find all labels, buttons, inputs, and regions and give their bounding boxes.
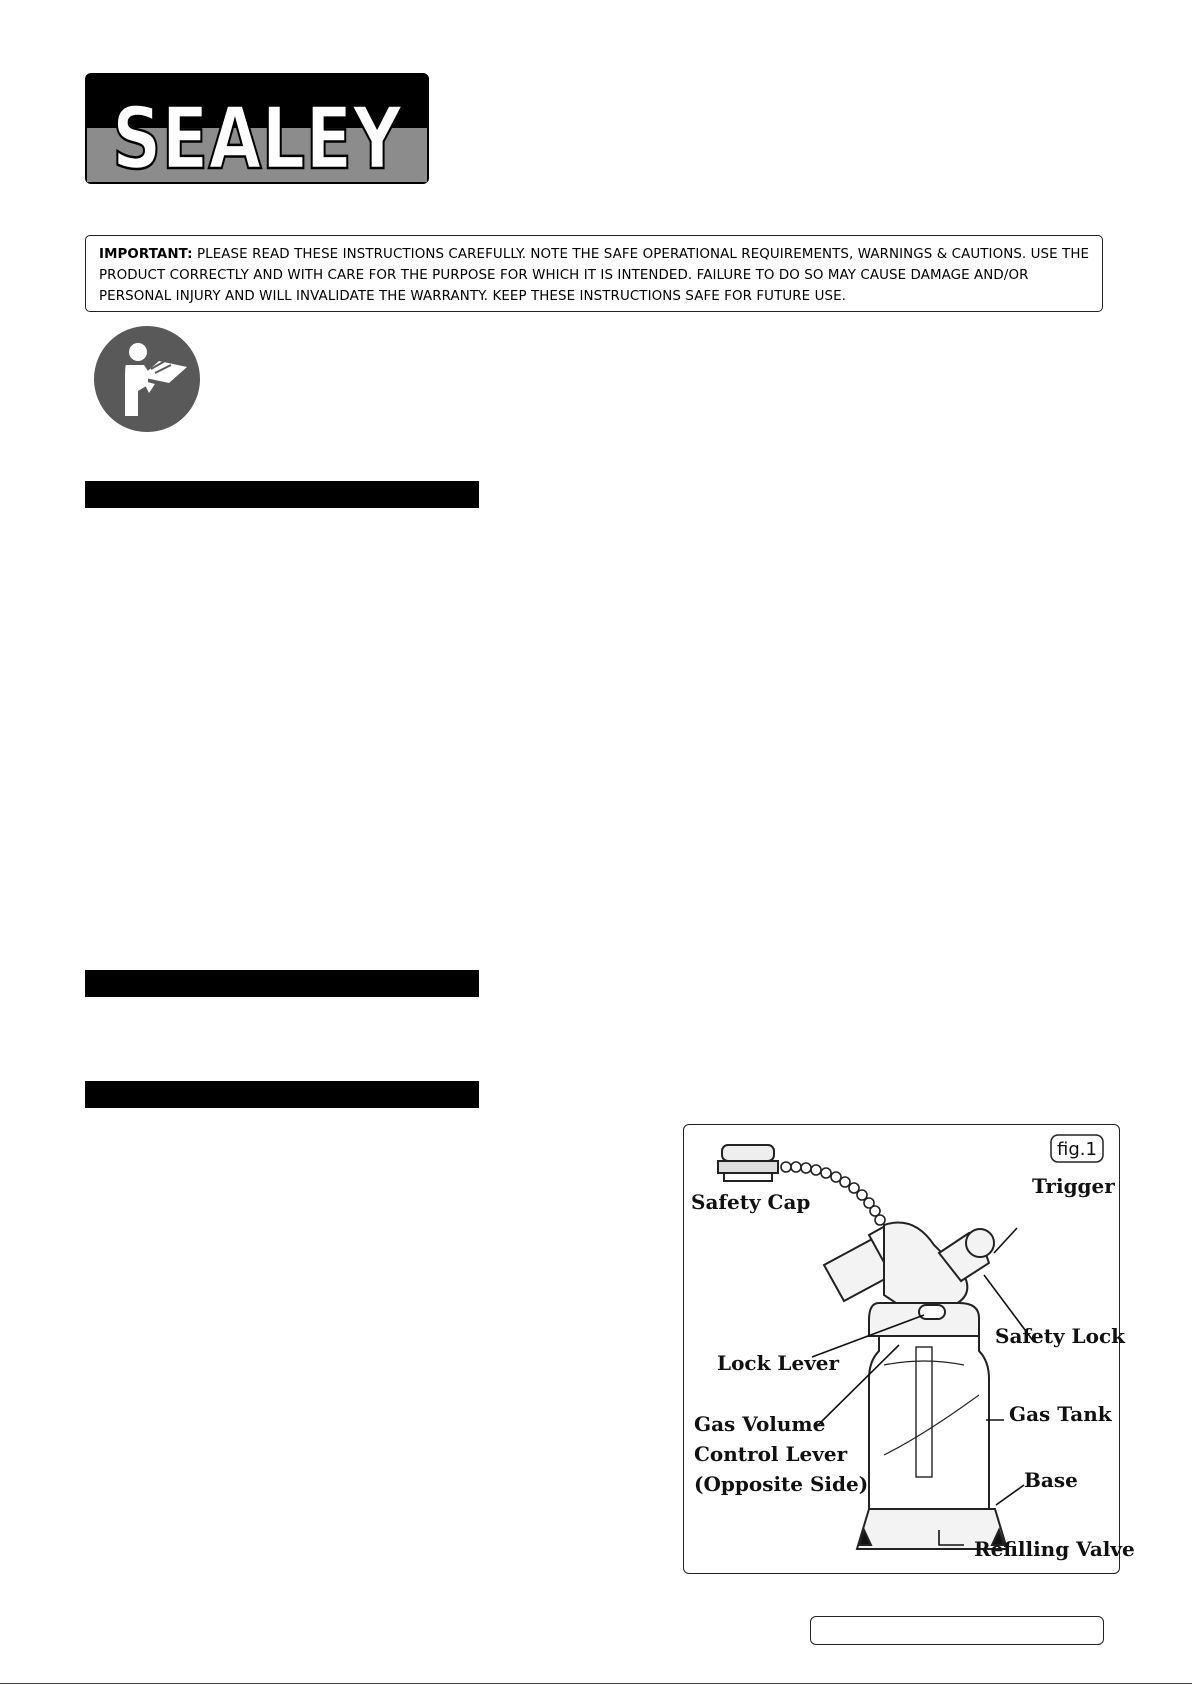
sealey-logo — [85, 73, 429, 189]
section-header-bar-2 — [85, 970, 479, 997]
torch-head-drawing — [824, 1223, 994, 1337]
bottom-rule — [0, 1683, 1192, 1684]
gas-tank-drawing — [857, 1336, 1007, 1549]
label-gas-volume-3: (Opposite Side) — [694, 1472, 869, 1496]
label-refilling-valve: Refilling Valve — [974, 1537, 1135, 1561]
label-safety-lock: Safety Lock — [995, 1324, 1125, 1348]
label-lock-lever: Lock Lever — [717, 1351, 840, 1375]
notice-text: PLEASE READ THESE INSTRUCTIONS CAREFULLY. NOTE THE SAFE OPERATIONAL REQUIREMENTS, WARNINGS & CAUTIONS. USE THE PRODUCT CORRECTLY AND WITH CARE FOR THE PURPOSE FOR WHICH IT IS INTENDED. FAILURE TO DO SO MAY CAUSE DAMAGE AND/OR PERSONAL INJURY AND WILL INVALIDATE THE WARRANTY. KEEP THESE INSTRUCTIONS SAFE FOR FUTURE USE. — [99, 247, 1090, 304]
figure-1 — [683, 1124, 1135, 1574]
label-safety-cap: Safety Cap — [691, 1190, 811, 1214]
label-gas-volume-2: Control Lever — [694, 1442, 848, 1466]
read-manual-icon — [93, 325, 201, 433]
logo-text: SEALEY — [112, 89, 404, 189]
logo-wordmark — [87, 75, 427, 189]
important-notice — [85, 235, 1103, 312]
torch-diagram — [684, 1125, 1135, 1575]
section-header-bar-3 — [85, 1081, 479, 1108]
fig-tag: fig.1 — [1057, 1139, 1097, 1160]
label-gas-tank: Gas Tank — [1009, 1402, 1112, 1426]
section-header-bar-1 — [85, 481, 479, 508]
safety-cap-drawing — [718, 1145, 778, 1181]
label-base: Base — [1024, 1468, 1078, 1492]
footer-reference-box — [810, 1616, 1104, 1645]
label-gas-volume-1: Gas Volume — [694, 1412, 826, 1436]
label-trigger: Trigger — [1032, 1174, 1115, 1198]
notice-label: IMPORTANT: — [99, 247, 193, 262]
